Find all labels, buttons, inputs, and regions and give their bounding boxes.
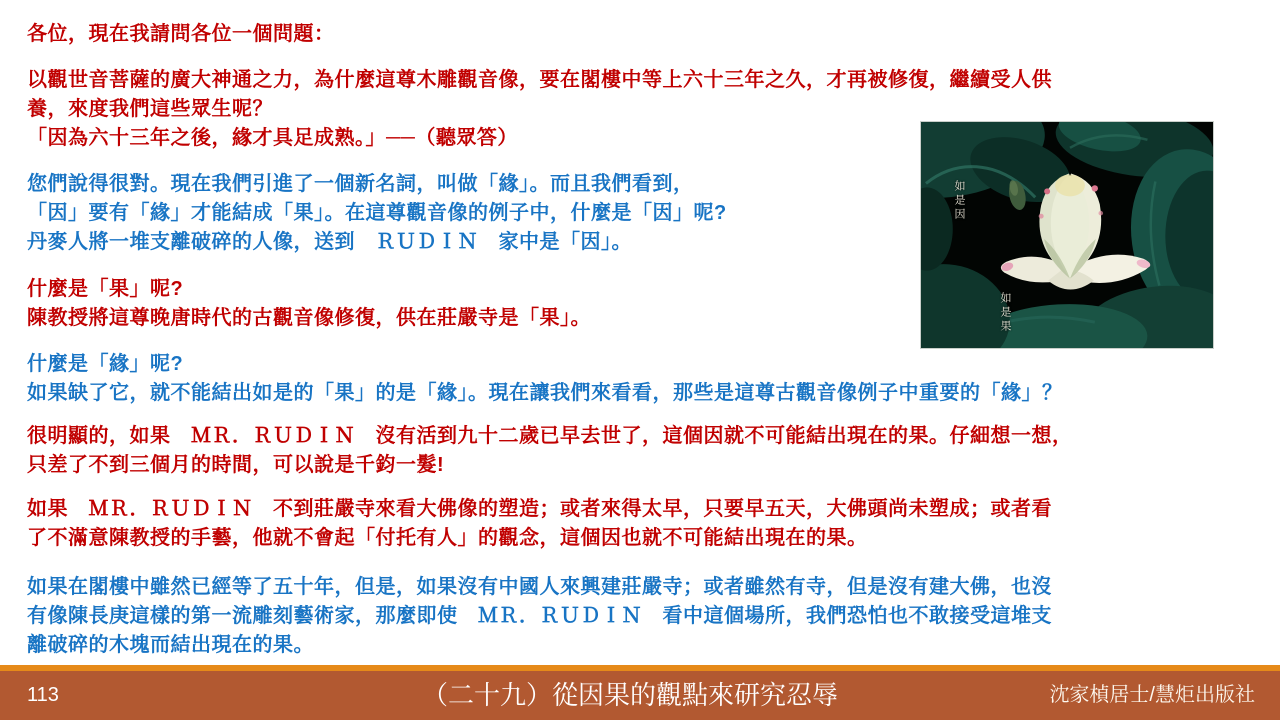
paragraph-what-is-guo [27,275,591,333]
text-line: 了不滿意陳教授的手藝，他就不會起「付托有人」的觀念，這個因也就不可能結出現在的果。 [27,527,868,549]
text-line: 如果缺了它，就不能結出如是的「果」的是「緣」。現在讓我們來看看，那些是這尊古觀音像例子中重要的「緣」？ [27,382,1063,404]
paragraph-temple-condition [27,573,1052,660]
text-line: 如果 ＭＲ．ＲＵＤＩＮ 不到莊嚴寺來看大佛像的塑造；或者來得太早，只要早五天，大佛頭尚未塑成；或者看 [27,498,1052,520]
paragraph-rudin-age [27,422,1073,480]
text-line: 您們說得很對。現在我們引進了一個新名詞，叫做「緣」。而且我們看到， [27,173,694,195]
page-number: 113 [27,684,59,706]
text-line: 什麼是「果」呢? [27,278,184,300]
text-line: 只差了不到三個月的時間，可以說是千鈞一髮! [27,454,445,476]
lotus-image [920,121,1214,349]
text-line: 陳教授將這尊晚唐時代的古觀音像修復，供在莊嚴寺是「果」。 [27,307,591,329]
text-line: 「因為六十三年之後，緣才具足成熟。」──（聽眾答） [27,127,518,149]
text-line: 丹麥人將一堆支離破碎的人像，送到 ＲＵＤＩＮ 家中是「因」。 [27,231,632,253]
footer-title: （二十九）從因果的觀點來研究忍辱 [421,680,838,710]
text-line: 有像陳長庚這樣的第一流雕刻藝術家，那麼即使 ＭＲ．ＲＵＤＩＮ 看中這個場所，我們恐怕也不敢接受這堆支 [27,605,1052,627]
photo-caption-effect: 如是果 [999,292,1012,334]
paragraph-rudin-visit [27,495,1052,553]
lotus-photo-art [921,122,1213,348]
paragraph-question-body [27,66,1052,153]
paragraph-yuan-intro [27,170,727,257]
paragraph-what-is-yuan [27,350,1063,408]
paragraph-question-intro [27,20,335,49]
photo-caption-cause: 如是因 [953,180,966,222]
text-line: 「因」要有「緣」才能結成「果」。在這尊觀音像的例子中，什麼是「因」呢? [27,202,727,224]
text-line: 養，來度我們這些眾生呢？ [27,98,273,120]
text-line: 離破碎的木塊而結出現在的果。 [27,634,314,656]
text-line: 如果在閣樓中雖然已經等了五十年，但是，如果沒有中國人來興建莊嚴寺；或者雖然有寺，但是沒有建大佛，也沒 [27,576,1052,598]
text-line: 各位，現在我請問各位一個問題： [27,23,335,45]
text-line: 以觀世音菩薩的廣大神通之力，為什麼這尊木雕觀音像，要在閣樓中等上六十三年之久，才再被修復，繼續受人供 [27,69,1052,91]
footer-credit: 沈家楨居士/慧炬出版社 [1049,684,1255,706]
text-line: 什麼是「緣」呢? [27,353,184,375]
text-line: 很明顯的，如果 ＭＲ．ＲＵＤＩＮ 沒有活到九十二歲已早去世了，這個因就不可能結出現在的果。仔細想一想， [27,425,1073,447]
